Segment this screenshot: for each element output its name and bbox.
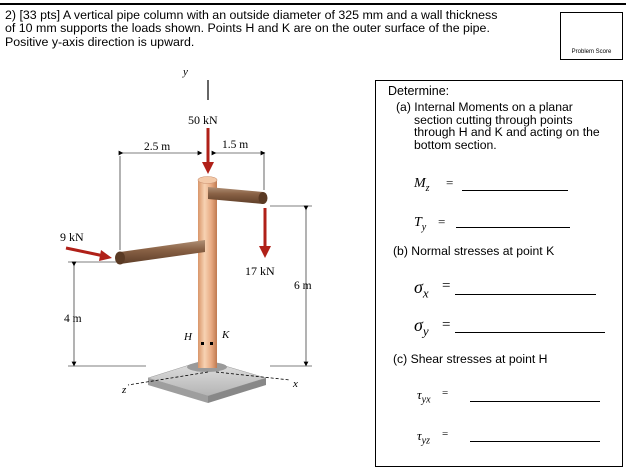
mz-answer-field[interactable] [462, 190, 568, 191]
tau-yz-letter: τ [417, 428, 422, 443]
ty-answer-field[interactable] [456, 227, 570, 228]
load-label-right: 17 kN [245, 264, 275, 278]
part-c-text: (c) Shear stresses at point H [393, 352, 548, 366]
tau-yz-subscript: yz [421, 435, 430, 447]
point-k-marker [210, 342, 213, 345]
sigma-x-subscript: x [422, 285, 429, 301]
left-arm [120, 240, 205, 264]
right-arm-end [259, 192, 268, 204]
problem-line-3: Positive y-axis direction is upward. [5, 34, 195, 49]
tau-yz-answer-field[interactable] [470, 441, 600, 442]
ty-subscript: y [421, 221, 427, 233]
load-arrow-left [66, 248, 104, 256]
tau-yx-subscript: yx [421, 394, 431, 406]
sigma-y-answer-field[interactable] [455, 332, 605, 333]
sigma-y-equals: = [442, 317, 451, 333]
dim-left-arm-label: 2.5 m [144, 141, 171, 153]
pipe-column-figure [0, 58, 370, 468]
mz-letter: M [414, 176, 426, 191]
sigma-x-answer-field[interactable] [455, 294, 596, 295]
vertical-pipe [198, 180, 217, 368]
load-arrow-right-head [259, 246, 271, 258]
x-axis-label: x [293, 378, 298, 390]
sigma-y-symbol [414, 315, 429, 340]
y-axis-label: y [183, 66, 188, 78]
pipe-top-cap [198, 177, 217, 184]
mz-equals: = [446, 175, 454, 190]
load-label-top: 50 kN [188, 113, 218, 127]
dim-right-arm-label: 1.5 m [222, 139, 249, 151]
ty-symbol [414, 215, 426, 233]
load-arrow-left-head [99, 250, 112, 261]
sigma-x-equals: = [442, 278, 451, 294]
z-axis-label: z [122, 384, 127, 396]
tau-yx-equals: = [442, 387, 449, 399]
problem-line-2: of 10 mm supports the loads shown. Points H and K are on the outer surface of the pipe. [5, 21, 490, 36]
tau-yx-symbol [417, 387, 431, 406]
point-k-label: K [222, 329, 230, 341]
tau-yx-answer-field[interactable] [470, 401, 600, 402]
sigma-x-letter: σ [414, 277, 423, 297]
sigma-y-subscript: y [422, 323, 429, 339]
left-arm-end [115, 252, 125, 265]
mz-subscript: z [425, 182, 430, 194]
tau-yz-symbol [417, 428, 430, 447]
part-a-line-2: section cutting through points [414, 112, 573, 127]
load-arrow-top-head [202, 162, 214, 174]
determine-title: Determine: [388, 84, 450, 98]
sigma-y-letter: σ [414, 315, 423, 335]
problem-line-1: 2) [33 pts] A vertical pipe column with an outside diameter of 325 mm and a wall thickness [5, 8, 498, 22]
sigma-x-symbol [414, 277, 429, 302]
determine-box [375, 80, 623, 467]
problem-statement [5, 9, 550, 49]
tau-yx-letter: τ [417, 387, 422, 402]
ty-letter: T [414, 215, 422, 230]
mz-symbol [414, 176, 430, 194]
part-a-text [396, 101, 616, 151]
problem-score-label: Problem Score [571, 49, 612, 55]
point-h-label: H [184, 331, 192, 343]
ty-equals: = [438, 214, 446, 229]
dim-height-label: 6 m [294, 280, 312, 292]
problem-score-box [560, 12, 623, 60]
part-b-text: (b) Normal stresses at point K [393, 244, 555, 258]
part-a-line-1: (a) Internal Moments on a planar [396, 100, 573, 114]
load-label-left: 9 kN [60, 230, 84, 244]
tau-yz-equals: = [442, 428, 449, 440]
top-rule [0, 3, 626, 5]
dim-left-height-label: 4 m [64, 313, 82, 325]
point-h-marker [201, 342, 204, 345]
part-a-line-4: bottom section. [414, 137, 497, 152]
part-a-line-3: through H and K and acting on the [414, 125, 600, 139]
